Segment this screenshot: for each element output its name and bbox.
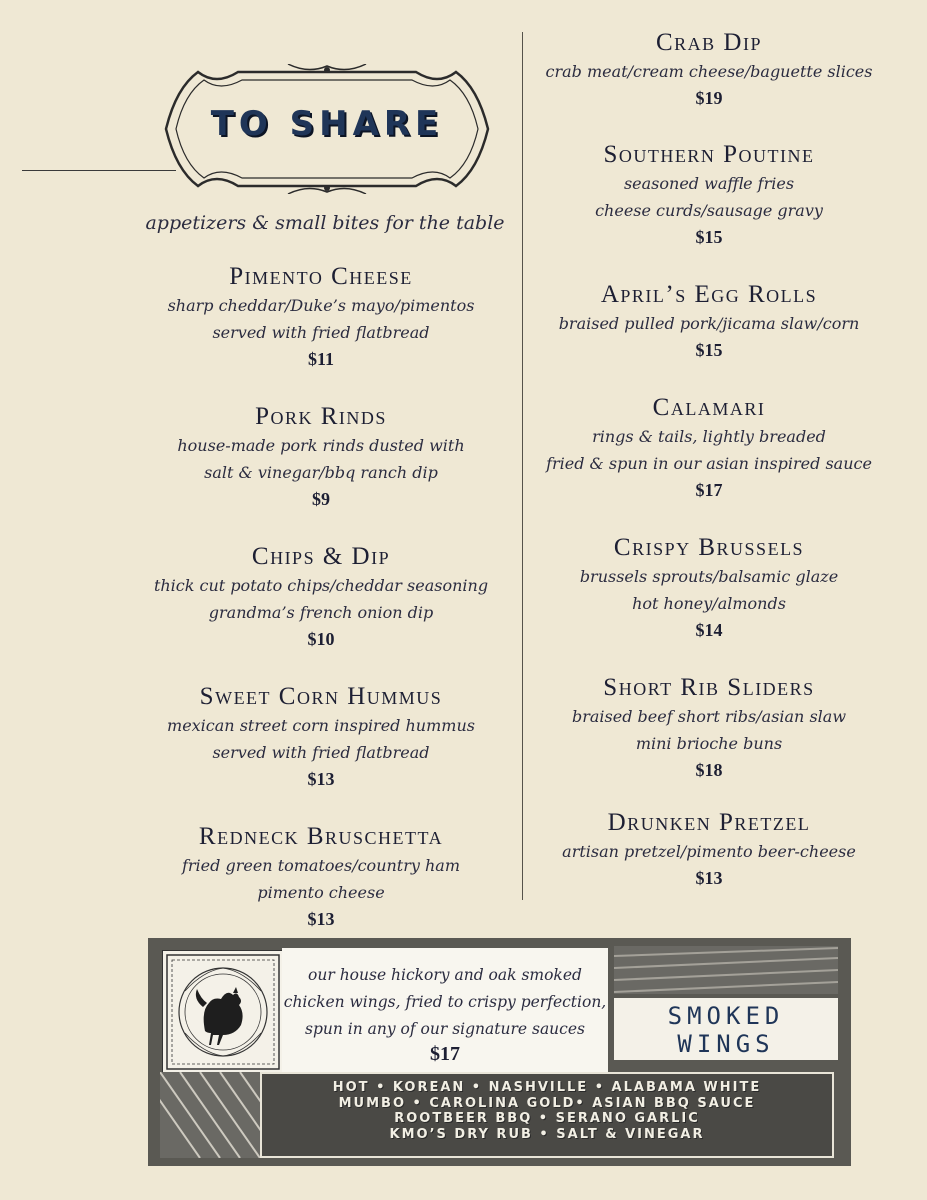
menu-item [525, 28, 893, 140]
menu-item [525, 393, 893, 533]
item-name: Short Rib Sliders [603, 674, 815, 701]
menu-item [525, 280, 893, 393]
item-name: Sweet Corn Hummus [199, 683, 443, 710]
wings-label-line: SMOKED [667, 1002, 785, 1030]
item-name: Chips & Dip [251, 543, 391, 570]
item-name: Pimento Cheese [229, 263, 413, 290]
sauce-list [260, 1072, 834, 1158]
item-desc: hot honey/almonds [632, 594, 786, 613]
item-price: $10 [307, 629, 335, 649]
item-name: Calamari [652, 394, 766, 421]
item-price: $13 [695, 868, 723, 888]
item-desc: house-made pork rinds dusted with [177, 436, 465, 455]
item-desc: seasoned waffle fries [623, 174, 795, 193]
wings-label-line: WINGS [677, 1030, 775, 1058]
item-price: $14 [695, 620, 723, 640]
item-name: Pork Rinds [255, 403, 387, 430]
menu-item [120, 682, 522, 822]
item-desc: sharp cheddar/Duke’s mayo/pimentos [167, 296, 475, 315]
sauce-line: ROOTBEER BBQ • SERANO GARLIC [394, 1111, 700, 1126]
item-desc: braised pulled pork/jicama slaw/corn [558, 314, 860, 333]
item-desc: cheese curds/sausage gravy [595, 201, 823, 220]
item-desc: fried & spun in our asian inspired sauce [546, 454, 872, 473]
item-name: Redneck Bruschetta [198, 823, 444, 850]
menu-item [120, 402, 522, 542]
item-price: $17 [695, 480, 723, 500]
decorative-stripes [160, 1072, 260, 1158]
item-price: $13 [307, 909, 335, 929]
badge-rule-line [22, 170, 176, 171]
item-desc: rings & tails, lightly breaded [592, 427, 826, 446]
item-name: Southern Poutine [603, 141, 815, 168]
wings-desc-line: our house hickory and oak smoked [308, 966, 582, 984]
rooster-icon [162, 950, 284, 1074]
item-desc: mini brioche buns [635, 734, 783, 753]
item-desc: thick cut potato chips/cheddar seasoning [153, 576, 489, 595]
menu-item [525, 533, 893, 673]
menu-item [525, 808, 893, 888]
item-desc: brussels sprouts/balsamic glaze [579, 567, 839, 586]
item-desc: pimento cheese [257, 883, 385, 902]
right-menu-column [525, 28, 893, 888]
item-desc: mexican street corn inspired hummus [167, 716, 475, 735]
section-subtitle: appetizers & small bites for the table [145, 212, 505, 234]
sauce-line: KMO’S DRY RUB • SALT & VINEGAR [389, 1126, 705, 1142]
decorative-stripes [614, 946, 838, 994]
wings-description-box [282, 948, 608, 1074]
item-desc: braised beef short ribs/asian slaw [571, 707, 847, 726]
item-price: $18 [695, 760, 723, 780]
wings-price: $17 [430, 1043, 460, 1065]
item-name: Crab Dip [656, 29, 762, 56]
item-price: $19 [695, 88, 723, 108]
item-desc: artisan pretzel/pimento beer-cheese [562, 842, 856, 861]
item-price: $9 [312, 489, 330, 509]
menu-item [120, 262, 522, 402]
menu-item [525, 673, 893, 808]
smoked-wings-label-box [614, 998, 838, 1060]
item-name: April’s Egg Rolls [600, 281, 818, 308]
wings-desc-line: spun in any of our signature sauces [305, 1020, 585, 1038]
item-desc: salt & vinegar/bbq ranch dip [204, 463, 438, 482]
sauce-line: MUMBO • CAROLINA GOLD• ASIAN BBQ SAUCE [338, 1095, 756, 1111]
item-desc: served with fried flatbread [212, 743, 430, 762]
item-desc: served with fried flatbread [212, 323, 430, 342]
menu-item [525, 140, 893, 280]
smoked-wings-panel [148, 938, 851, 1166]
item-name: Drunken Pretzel [607, 809, 811, 836]
item-desc: grandma’s french onion dip [208, 603, 434, 622]
item-price: $15 [695, 227, 723, 247]
item-name: Crispy Brussels [613, 534, 805, 561]
sauce-line: HOT • KOREAN • NASHVILLE • ALABAMA WHITE [332, 1080, 762, 1095]
wings-desc-line: chicken wings, fried to crispy perfection, [283, 993, 607, 1011]
item-desc: fried green tomatoes/country ham [181, 856, 461, 875]
item-desc: crab meat/cream cheese/baguette slices [545, 62, 873, 81]
menu-item [120, 542, 522, 682]
column-divider [522, 32, 523, 900]
left-menu-column [120, 262, 522, 962]
item-price: $11 [307, 349, 334, 369]
item-price: $15 [695, 340, 723, 360]
section-title: TO SHARE [210, 104, 444, 144]
item-price: $13 [307, 769, 335, 789]
